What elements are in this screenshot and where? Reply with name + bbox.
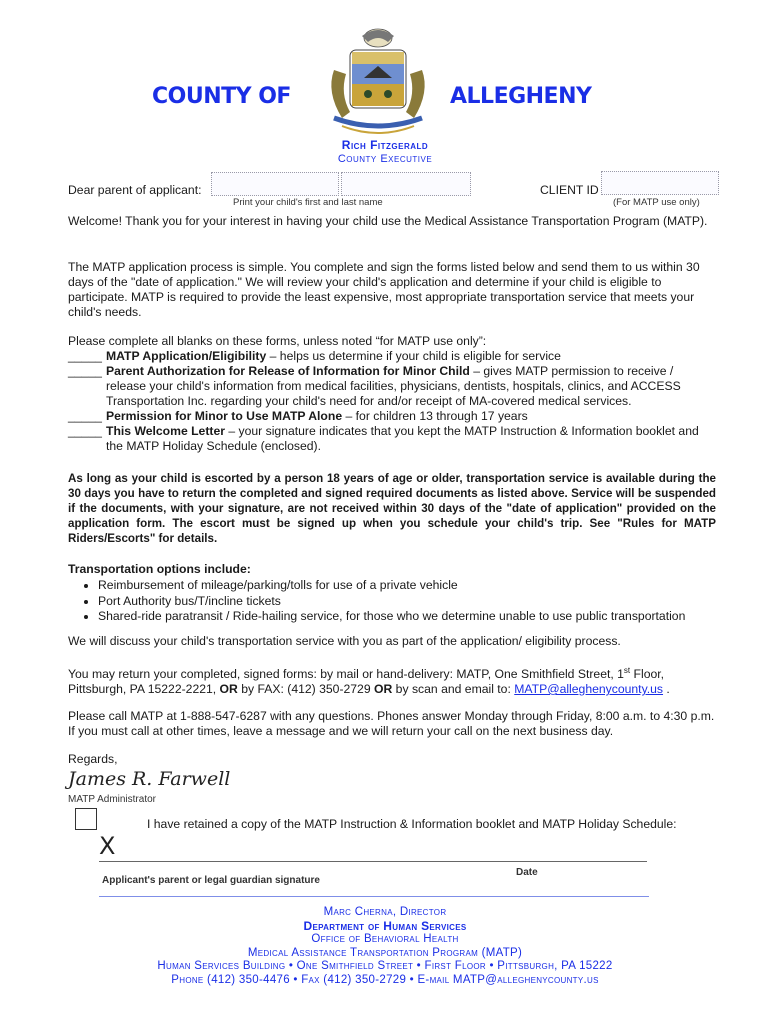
retained-copy-label: I have retained a copy of the MATP Instruction & Information booklet and MATP Holiday Schedule:: [147, 817, 677, 831]
option-item: • Reimbursement of mileage/parking/tolls for use of a private vehicle: [98, 578, 718, 594]
signature-line[interactable]: [99, 861, 647, 862]
executive-title: County Executive: [337, 153, 433, 165]
executive-name: Rich Fitzgerald: [341, 138, 429, 152]
forms-list: [68, 349, 708, 454]
option-item: • Shared-ride paratransit / Ride-hailing service, for those who we determine unable to use public transportation: [98, 609, 718, 625]
footer-contact: Phone (412) 350-4476 • Fax (412) 350-2729 • E-mail MATP@alleghenycounty.us: [171, 973, 599, 986]
first-name-field[interactable]: [211, 172, 339, 196]
form-title: This Welcome Letter: [106, 424, 225, 438]
form-title: Parent Authorization for Release of Information for Minor Child: [106, 364, 470, 378]
welcome-paragraph: Welcome! Thank you for your interest in having your child use the Medical Assistance Transportation Program (MATP).: [68, 214, 708, 228]
form-blank[interactable]: _____: [68, 349, 102, 363]
signature-label: Applicant's parent or legal guardian signature: [102, 875, 320, 886]
discuss-paragraph: We will discuss your child's transportation service with you as part of the application/ eligibility process.: [68, 634, 621, 648]
footer-address: Human Services Building • One Smithfield Street • First Floor • Pittsburgh, PA 15222: [157, 960, 613, 973]
call-paragraph: Please call MATP at 1-888-547-6287 with any questions. Phones answer Monday through Friday, 8:00 a.m. to 4:30 p.m. If you must call at other times, leave a message and we will return your call on the next business day.: [68, 709, 715, 738]
footer-department: Department of Human Services: [303, 918, 467, 933]
form-desc: – your signature indicates that you kept the MATP Instruction & Information booklet and the MATP Holiday Schedule (enclosed).: [106, 424, 699, 453]
client-id-hint: (For MATP use only): [613, 197, 700, 208]
regards-text: Regards,: [68, 752, 118, 766]
form-item: [68, 424, 708, 454]
form-blank[interactable]: _____: [68, 364, 102, 378]
email-link[interactable]: MATP@alleghenycounty.us: [514, 682, 664, 697]
county-title-left: COUNTY OF: [152, 84, 291, 109]
dear-parent-label: Dear parent of applicant:: [68, 183, 202, 197]
county-seal-icon: [312, 22, 444, 140]
last-name-field[interactable]: [341, 172, 471, 196]
footer-director: Marc Cherna, Director: [323, 906, 447, 918]
footer-program: Medical Assistance Transportation Program (MATP): [247, 946, 523, 959]
escort-notice: As long as your child is escorted by a person 18 years of age or older, transportation service is available during the 30 days you have to return the completed and signed required documents as listed above. Service will be suspended if the documents, with your signature, are not received within 30 days of the "date of application" provided on the application form. The escort must be signed up when you schedule your child's trip. See "Rules for MATP Riders/Escorts" for details.: [68, 472, 716, 545]
signer-title: MATP Administrator: [68, 794, 156, 805]
complete-blanks-text: Please complete all blanks on these forms, unless noted “for MATP use only”:: [68, 334, 487, 348]
footer-office: Office of Behavioral Health: [311, 933, 459, 946]
form-blank[interactable]: _____: [68, 424, 102, 438]
process-paragraph: The MATP application process is simple. You complete and sign the forms listed below and send them to us within 30 days of the "date of application." We will review your child's application and determine if your child is eligible to participate. MATP is required to provide the least expensive, most appropriate transportation service that meets your child's needs.: [68, 260, 700, 319]
form-item: [68, 349, 708, 364]
form-title: Permission for Minor to Use MATP Alone: [106, 409, 343, 423]
form-desc: – gives MATP permission to receive / release your child's information from medical facilities, physicians, dentists, hospitals, clinics, and ACCESS Transportation Inc. regarding your child's need for and/or receipt of MA-covered medical services.: [106, 364, 681, 408]
form-item: [68, 364, 708, 409]
option-item: • Port Authority bus/T/incline tickets: [98, 594, 718, 610]
footer-divider: [99, 896, 649, 897]
options-heading: Transportation options include:: [68, 562, 251, 576]
client-id-field[interactable]: [601, 171, 719, 195]
form-blank[interactable]: _____: [68, 409, 102, 423]
client-id-label: CLIENT ID: [540, 183, 599, 197]
signature-x-mark: X: [99, 832, 116, 860]
county-title-right: ALLEGHENY: [450, 84, 592, 109]
footer: [0, 906, 770, 988]
return-paragraph: You may return your completed, signed forms: by mail or hand-delivery: MATP, One Smithfield Street, 1st Floor, Pittsburgh, PA 15222-2221, OR by FAX: (412) 350-2729 OR by scan and email to: MATP@alleghenycounty.us .: [68, 666, 670, 697]
date-label: Date: [516, 867, 538, 878]
retained-copy-checkbox[interactable]: [75, 808, 97, 830]
form-item: [68, 409, 708, 424]
administrator-signature: James R. Farwell: [68, 768, 231, 790]
form-desc: – helps us determine if your child is eligible for service: [266, 349, 561, 363]
form-desc: – for children 13 through 17 years: [342, 409, 528, 423]
form-title: MATP Application/Eligibility: [106, 349, 267, 363]
name-hint: Print your child's first and last name: [233, 197, 383, 208]
options-list: [68, 578, 718, 625]
